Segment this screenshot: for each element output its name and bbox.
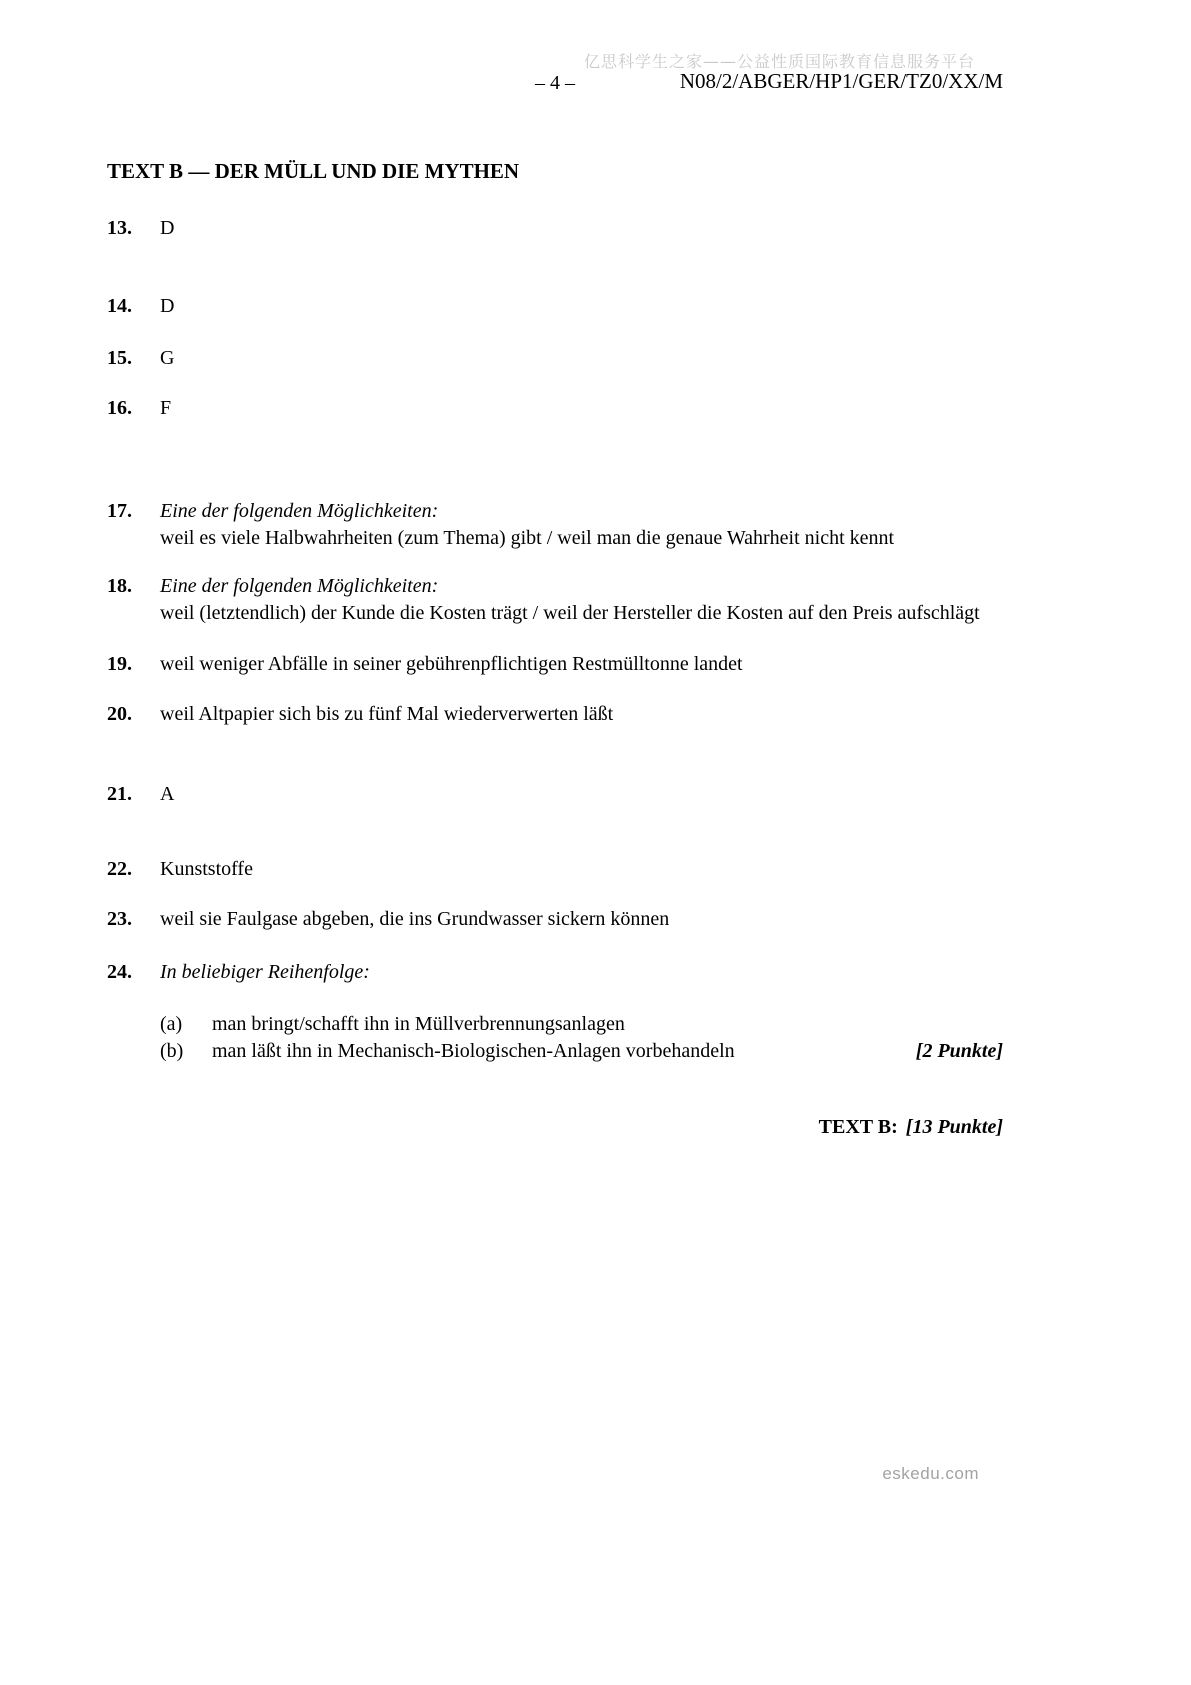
answer-intro: Eine der folgenden Möglichkeiten: xyxy=(160,500,439,522)
answer-text: F xyxy=(160,397,172,419)
answer-item-14 xyxy=(107,293,1003,320)
answer-number: 23. xyxy=(107,908,132,930)
sub-item-label: (b) xyxy=(160,1040,184,1062)
sub-item-text: man läßt ihn in Mechanisch-Biologischen-Anlagen vorbehandeln xyxy=(212,1040,735,1062)
answer-item-15 xyxy=(107,345,1003,372)
answer-intro: In beliebiger Reihenfolge: xyxy=(160,961,370,983)
total-label: TEXT B: xyxy=(818,1116,898,1138)
sub-item-a xyxy=(160,1011,1003,1038)
sub-answer-list xyxy=(160,1011,1003,1065)
text-b-total xyxy=(107,1114,1003,1141)
watermark-text: 亿思科学生之家——公益性质国际教育信息服务平台 xyxy=(583,52,975,71)
answer-number: 19. xyxy=(107,653,132,675)
answer-item-18 xyxy=(107,573,1003,627)
answer-number: 13. xyxy=(107,217,132,239)
answer-item-20 xyxy=(107,701,1003,728)
answer-number: 20. xyxy=(107,703,132,725)
answer-intro: Eine der folgenden Möglichkeiten: xyxy=(160,575,439,597)
page-number: – 4 – xyxy=(535,72,575,94)
answer-number: 16. xyxy=(107,397,132,419)
answer-text: weil weniger Abfälle in seiner gebührenpflichtigen Restmülltonne landet xyxy=(160,653,743,675)
answer-item-16 xyxy=(107,395,1003,422)
answer-text: G xyxy=(160,347,175,369)
answer-item-17 xyxy=(107,498,1003,552)
footer-brand: eskedu.com xyxy=(882,1464,979,1483)
answer-number: 15. xyxy=(107,347,132,369)
answer-number: 17. xyxy=(107,500,132,522)
answer-number: 22. xyxy=(107,858,132,880)
answer-item-23 xyxy=(107,906,1003,933)
sub-item-b xyxy=(160,1038,1003,1065)
answer-number: 18. xyxy=(107,575,132,597)
answer-text: Kunststoffe xyxy=(160,858,253,880)
answer-item-22 xyxy=(107,856,1003,883)
answer-item-21 xyxy=(107,781,1003,808)
answer-item-13 xyxy=(107,215,1003,242)
sub-item-text: man bringt/schafft ihn in Müllverbrennungsanlagen xyxy=(212,1013,625,1035)
points-badge: [2 Punkte] xyxy=(915,1040,1003,1062)
answer-number: 21. xyxy=(107,783,132,805)
answer-number: 14. xyxy=(107,295,132,317)
answer-text: weil Altpapier sich bis zu fünf Mal wiederverwerten läßt xyxy=(160,703,614,725)
answer-text: weil es viele Halbwahrheiten (zum Thema) gibt / weil man die genaue Wahrheit nicht kennt xyxy=(160,527,895,549)
answer-text: weil (letztendlich) der Kunde die Kosten trägt / weil der Hersteller die Kosten auf den Preis aufschlägt xyxy=(160,602,980,624)
answer-item-24 xyxy=(107,959,1003,1065)
answer-text: A xyxy=(160,783,175,805)
answer-number: 24. xyxy=(107,961,132,983)
page-content xyxy=(107,158,1003,1141)
answer-item-19 xyxy=(107,651,1003,678)
answer-text: D xyxy=(160,217,175,239)
answer-text: weil sie Faulgase abgeben, die ins Grundwasser sickern können xyxy=(160,908,670,930)
paper-code: N08/2/ABGER/HP1/GER/TZ0/XX/M xyxy=(679,69,1003,93)
answer-text: D xyxy=(160,295,175,317)
sub-item-label: (a) xyxy=(160,1013,183,1035)
total-points: [13 Punkte] xyxy=(905,1116,1003,1138)
page-title: TEXT B — DER MÜLL UND DIE MYTHEN xyxy=(107,159,520,183)
